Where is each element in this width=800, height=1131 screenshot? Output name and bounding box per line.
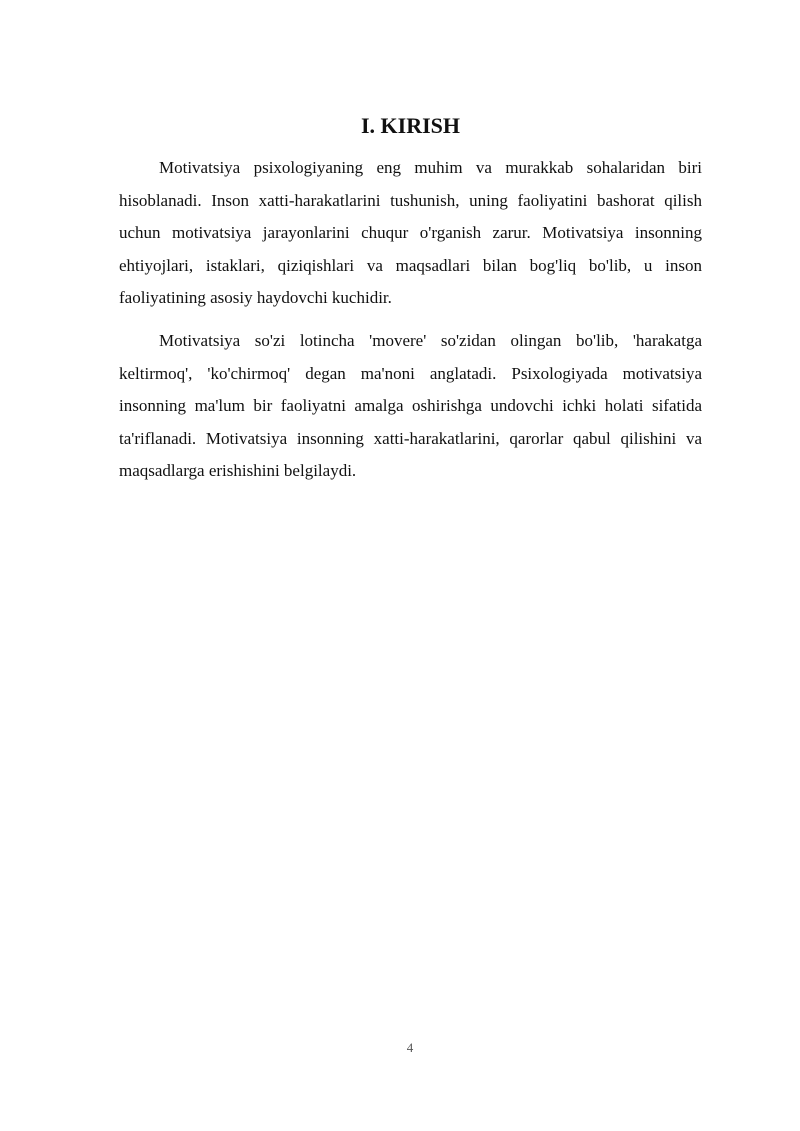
page-number: 4	[406, 1040, 414, 1055]
paragraph-1: Motivatsiya psixologiyaning eng muhim va murakkab sohalaridan biri hisoblanadi. Inson xatti-harakatlarini tushunish, uning faoliyatini bashorat qilish uchun motivatsiya jarayonlarini chuqur o'rganish zarur. Motivatsiya insonning ehtiyojlari, istaklari, qiziqishlari va maqsadlari bilan bog'liq bo'lib, u inson faoliyatining asosiy haydovchi kuchidir.	[119, 158, 702, 308]
section-heading: I. KIRISH	[360, 113, 461, 138]
page-content	[119, 110, 702, 498]
paragraph-2: Motivatsiya so'zi lotincha 'movere' so'zidan olingan bo'lib, 'harakatga keltirmoq', 'ko'chirmoq' degan ma'noni anglatadi. Psixologiyada motivatsiya insonning ma'lum bir faoliyatni amalga oshirishga undovchi ichki holati sifatida ta'riflanadi. Motivatsiya insonning xatti-harakatlarini, qarorlar qabul qilishini va maqsadlarga erishishini belgilaydi.	[119, 330, 702, 481]
